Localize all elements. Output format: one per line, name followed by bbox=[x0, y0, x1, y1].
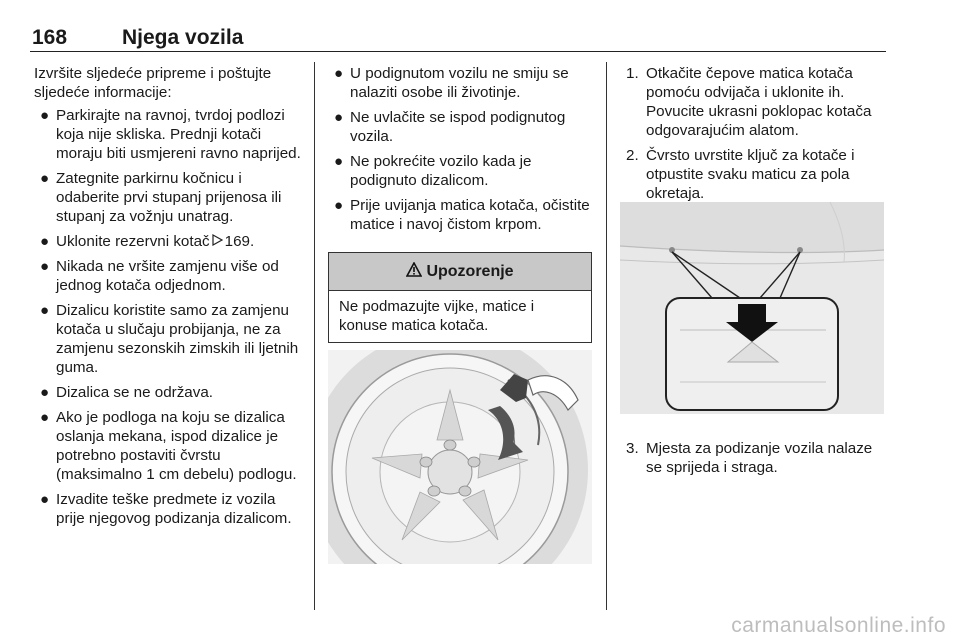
bullet-dot: ● bbox=[40, 384, 50, 401]
warning-header bbox=[329, 253, 591, 291]
list-item: ● Parkirajte na ravnoj, tvrdoj podlozi koja nije skliska. Prednji kotači moraju biti usmjereni ravno naprijed. bbox=[40, 107, 301, 162]
list-item: 3. Mjesta za podizanje vozila nalaze se sprijeda i straga. bbox=[626, 440, 873, 476]
hubcap-removal-illustration bbox=[328, 350, 592, 564]
list-item: 2. Čvrsto uvrstite ključ za kotače i otpustite svaku maticu za pola okretaja. bbox=[626, 147, 855, 202]
bullet-dot: ● bbox=[40, 491, 50, 508]
warning-triangle-icon bbox=[406, 262, 422, 281]
list-item: ● Izvadite teške predmete iz vozila prije njegovog podizanja dizalicom. bbox=[40, 491, 292, 527]
column-divider-left bbox=[314, 62, 315, 610]
list-item: 1. Otkačite čepove matica kotača pomoću odvijača i uklonite ih. Povucite ukrasni poklopac kotača odgovarajućim alatom. bbox=[626, 65, 872, 139]
preparation-list bbox=[34, 106, 304, 528]
bullet-dot: ● bbox=[334, 153, 344, 170]
list-item: ● Zategnite parkirnu kočnicu i odaberite prvi stupanj prijenosa ili stupanj za vožnju unatrag. bbox=[40, 170, 282, 225]
safety-list bbox=[328, 64, 594, 234]
list-item: ● Nikada ne vršite zamjenu više od jednog kotača odjednom. bbox=[40, 258, 279, 294]
column-left bbox=[34, 64, 304, 534]
column-middle bbox=[328, 64, 594, 240]
intro-paragraph: Izvršite sljedeće pripreme i poštujte sljedeće informacije: bbox=[34, 65, 272, 101]
reference-text: Uklonite rezervni kotač bbox=[56, 233, 210, 250]
column-divider-right bbox=[606, 62, 607, 610]
bullet-dot: ● bbox=[40, 170, 50, 187]
list-item bbox=[34, 232, 304, 251]
list-item: ● Dizalica se ne održava. bbox=[40, 384, 214, 401]
list-item: ● Ne uvlačite se ispod podignutog vozila. bbox=[334, 109, 566, 145]
reference-page-link[interactable]: 169. bbox=[224, 233, 255, 250]
bullet-dot: ● bbox=[40, 258, 50, 275]
list-item: ● U podignutom vozilu ne smiju se nalaziti osobe ili životinje. bbox=[334, 65, 569, 101]
list-item: ● Ako je podloga na koju se dizalica oslanja mekana, ispod dizalice je potrebno postaviti čvrstu (maksimalno 1 cm debelu) podlogu. bbox=[40, 409, 297, 483]
jacking-point-illustration bbox=[620, 202, 884, 414]
bullet-dot: ● bbox=[40, 302, 50, 319]
bullet-dot: ● bbox=[334, 109, 344, 126]
reference-arrow-icon bbox=[212, 232, 223, 251]
watermark-link[interactable]: carmanualsonline.info bbox=[731, 614, 946, 637]
bullet-dot: ● bbox=[334, 65, 344, 82]
list-item: ● Ne pokrećite vozilo kada je podignuto dizalicom. bbox=[334, 153, 532, 189]
page-number: 168 bbox=[32, 26, 68, 49]
bullet-dot: ● bbox=[40, 233, 50, 250]
bullet-dot: ● bbox=[334, 197, 344, 214]
list-item: ● Dizalicu koristite samo za zamjenu kotača u slučaju probijanja, ne za zamjenu sezonskih zimskih ili ljetnih guma. bbox=[40, 302, 299, 376]
list-item: ● Prije uvijanja matica kotača, očistite matice i navoj čistom krpom. bbox=[334, 197, 590, 233]
bullet-dot: ● bbox=[40, 409, 50, 426]
page-header bbox=[30, 26, 886, 52]
page-title: Njega vozila bbox=[122, 26, 244, 49]
warning-box bbox=[328, 252, 592, 343]
bullet-dot: ● bbox=[40, 107, 50, 124]
warning-text: Ne podmazujte vijke, matice i konuse matica kotača. bbox=[339, 298, 535, 334]
warning-title: Upozorenje bbox=[426, 262, 514, 280]
